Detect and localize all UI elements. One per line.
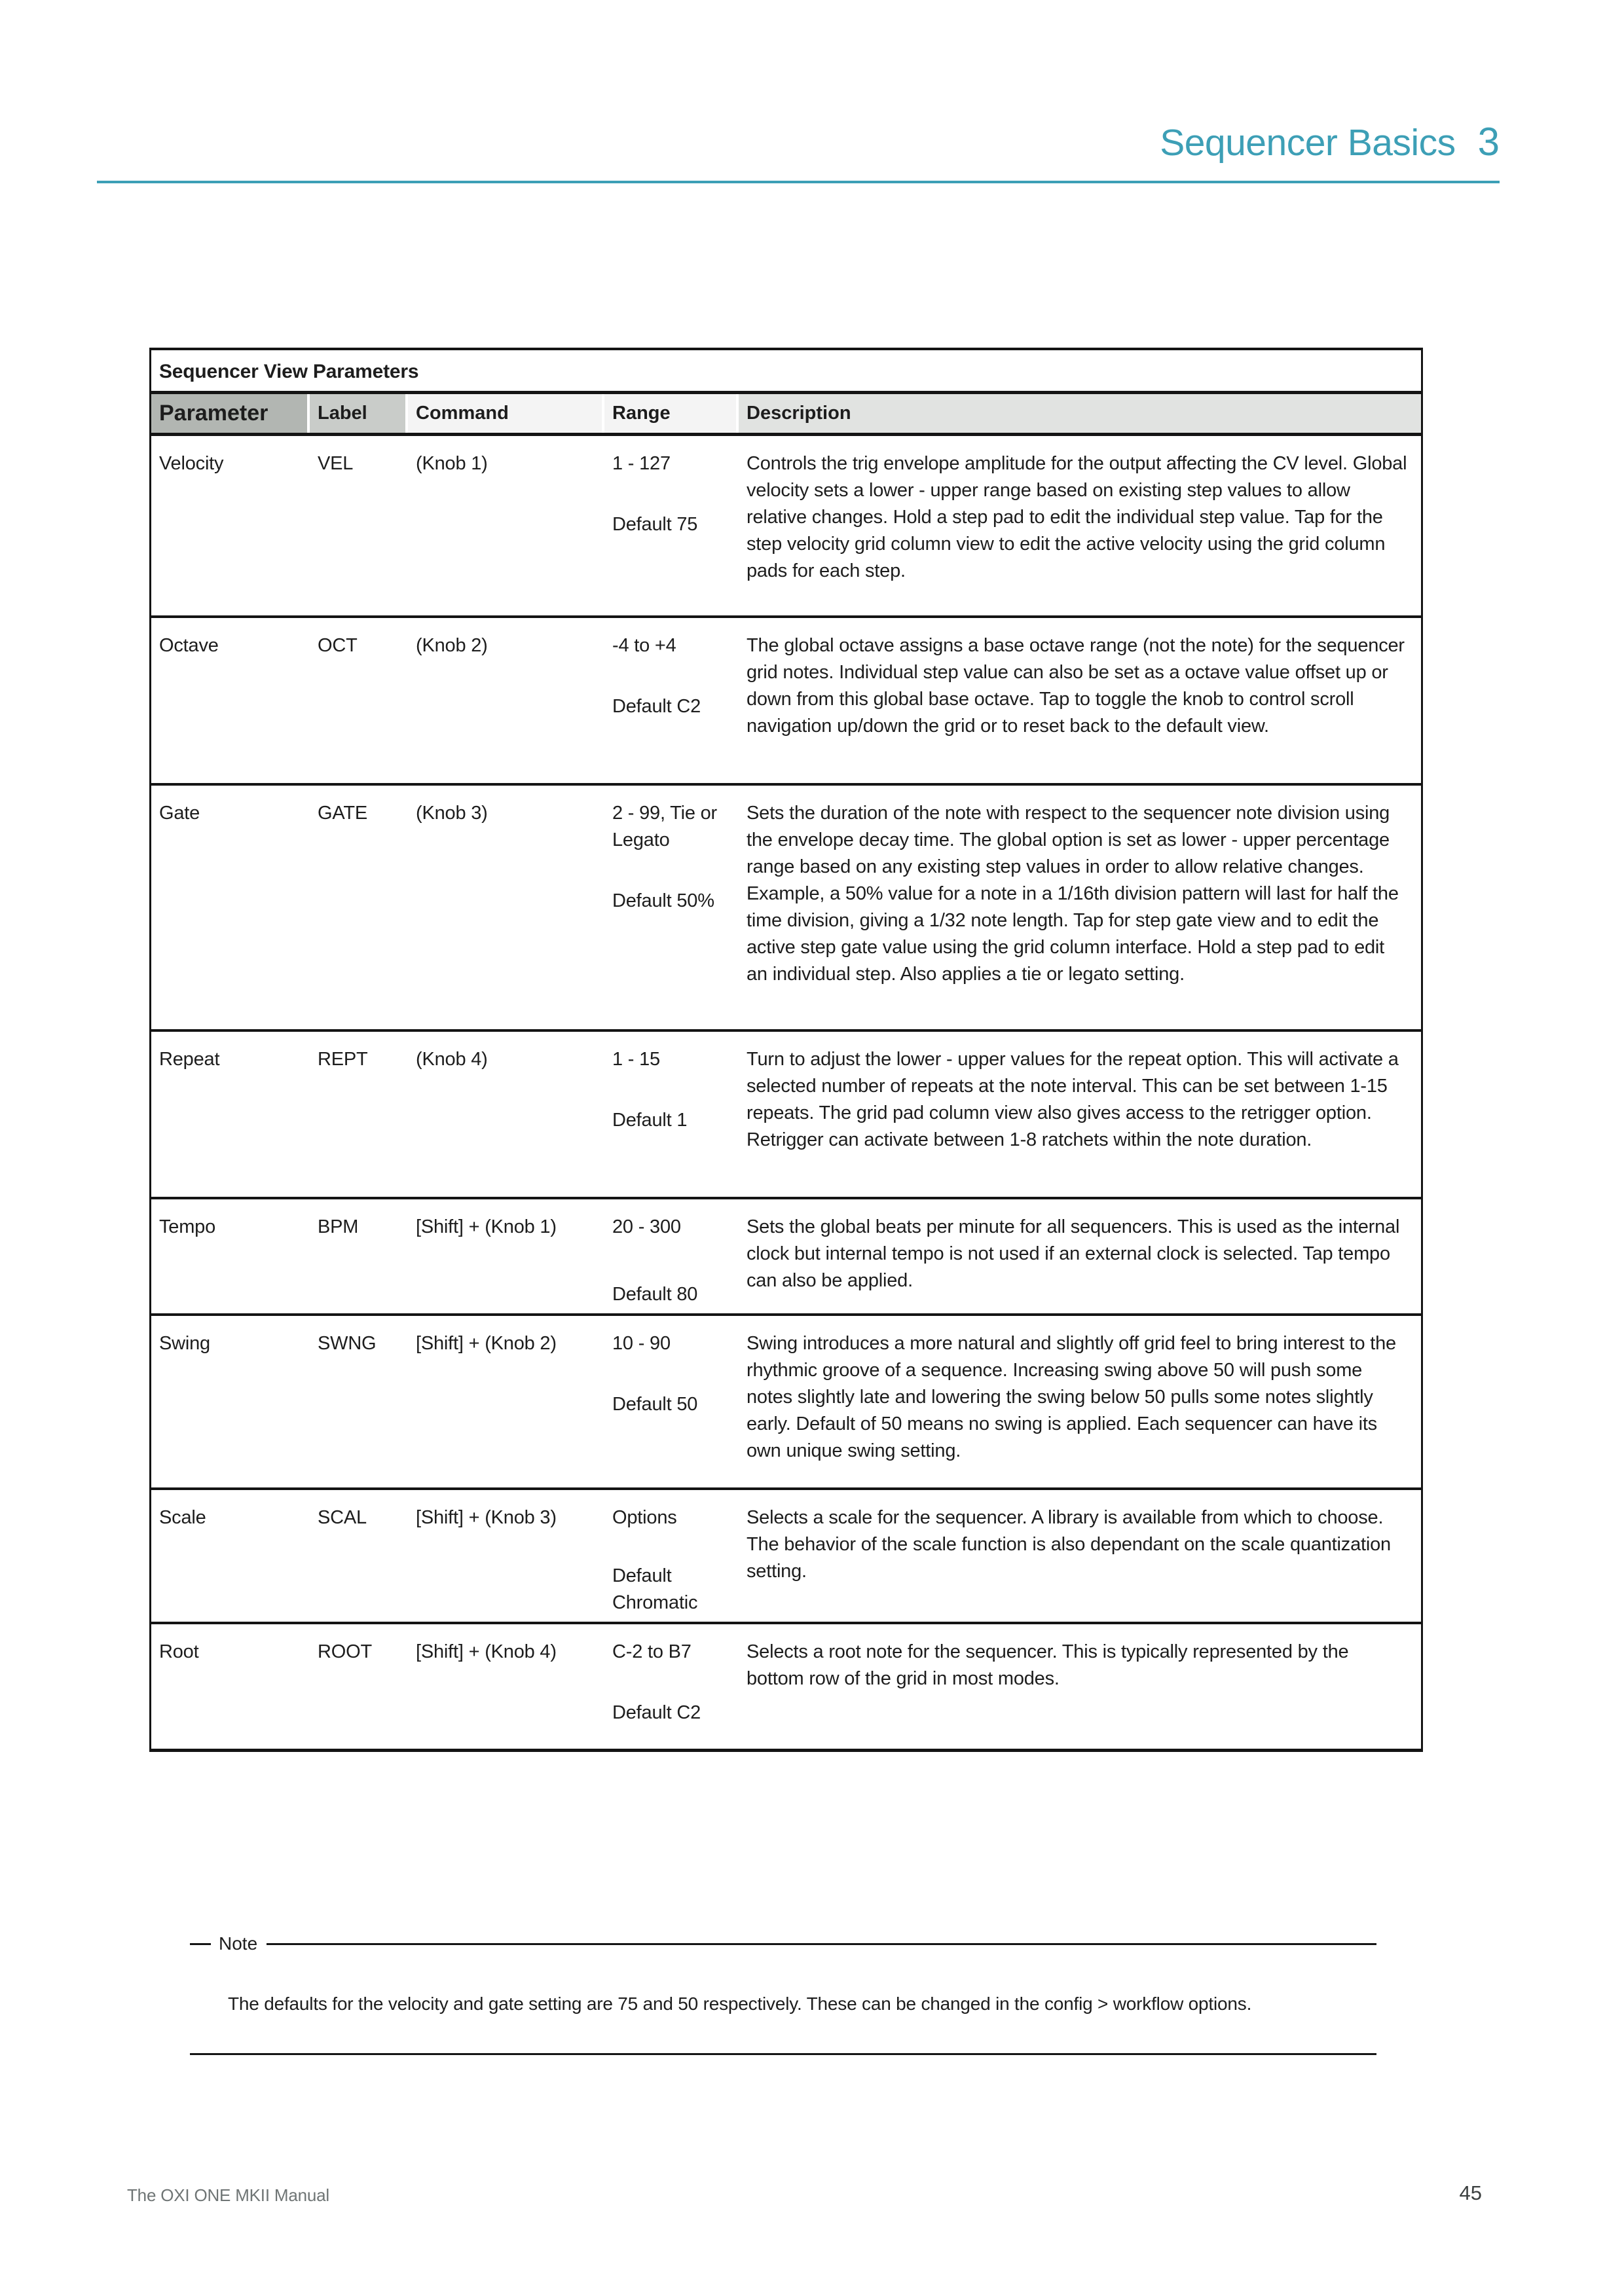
chapter-number: 3 <box>1477 120 1500 164</box>
range-value: Options <box>612 1507 677 1528</box>
parameter-cell: Repeat <box>159 1049 220 1070</box>
command-cell: (Knob 3) <box>416 803 488 824</box>
range-default: Default 50% <box>612 890 714 911</box>
note-dash-line <box>190 1943 211 1945</box>
parameter-cell: Octave <box>159 635 219 656</box>
note-bottom-line <box>190 2053 1376 2055</box>
label-cell: SWNG <box>318 1333 377 1354</box>
command-cell: (Knob 4) <box>416 1049 488 1070</box>
table-header-row <box>151 394 1421 436</box>
command-cell: [Shift] + (Knob 2) <box>416 1333 557 1354</box>
range-cell <box>604 1490 739 1622</box>
range-cell <box>604 1624 739 1749</box>
label-cell: ROOT <box>318 1641 372 1662</box>
description-cell: Selects a scale for the sequencer. A library is available from which to choose. The behavior of the scale function is also dependant on the scale quantization setting. <box>747 1507 1391 1582</box>
column-header-description: Description <box>739 394 1421 433</box>
chapter-heading <box>1160 119 1500 164</box>
range-default: Default 50 <box>612 1394 698 1415</box>
table-body <box>151 436 1421 1749</box>
note-text: The defaults for the velocity and gate setting are 75 and 50 respectively. These can be changed in the config > workflow options. <box>228 1994 1252 2014</box>
table-row-scale <box>151 1490 1421 1624</box>
label-cell: REPT <box>318 1049 368 1070</box>
range-value: 1 - 127 <box>612 453 671 474</box>
label-cell: SCAL <box>318 1507 367 1528</box>
range-default: Default 1 <box>612 1110 688 1131</box>
table-row-root <box>151 1624 1421 1749</box>
command-cell: (Knob 2) <box>416 635 488 656</box>
label-cell: VEL <box>318 453 354 474</box>
sequencer-parameters-table <box>149 348 1423 1752</box>
command-cell: [Shift] + (Knob 3) <box>416 1507 557 1528</box>
description-cell: The global octave assigns a base octave range (not the note) for the sequencer grid notes. Individual step value can also be set as a octave value offset up or down from this global base octave. Tap to toggle the knob to control scroll navigation up/down the grid or to reset back to the default view. <box>747 635 1405 737</box>
table-row-velocity <box>151 436 1421 618</box>
range-value: -4 to +4 <box>612 635 676 656</box>
table-row-gate <box>151 786 1421 1032</box>
range-cell <box>604 436 739 615</box>
parameter-cell: Velocity <box>159 453 224 474</box>
chapter-title: Sequencer Basics <box>1160 122 1456 164</box>
range-value: 2 - 99, Tie or Legato <box>612 803 717 850</box>
table-row-tempo <box>151 1199 1421 1316</box>
range-value: 10 - 90 <box>612 1333 671 1354</box>
range-cell <box>604 1199 739 1313</box>
range-default: Default 75 <box>612 514 698 535</box>
command-cell: [Shift] + (Knob 4) <box>416 1641 557 1662</box>
label-cell: OCT <box>318 635 358 656</box>
column-header-parameter: Parameter <box>151 394 310 433</box>
parameter-cell: Scale <box>159 1507 206 1528</box>
footer-manual-name: The OXI ONE MKII Manual <box>127 2185 329 2205</box>
command-cell: (Knob 1) <box>416 453 488 474</box>
range-cell <box>604 1032 739 1197</box>
footer-page-number: 45 <box>1459 2181 1482 2204</box>
range-value: C-2 to B7 <box>612 1641 692 1662</box>
description-cell: Selects a root note for the sequencer. This is typically represented by the bottom row of the grid in most modes. <box>747 1641 1349 1689</box>
range-cell <box>604 1316 739 1487</box>
description-cell: Controls the trig envelope amplitude for the output affecting the CV level. Global velocity sets a lower - upper range based on existing step values to allow relative changes. Hold a step pad to edit the individual step value. Tap for the step velocity grid column view to edit the active velocity using the grid column pads for each step. <box>747 453 1407 581</box>
parameter-cell: Swing <box>159 1333 210 1354</box>
range-cell <box>604 786 739 1029</box>
column-header-label: Label <box>310 394 408 433</box>
column-header-range: Range <box>604 394 739 433</box>
note-rule-line <box>267 1943 1376 1945</box>
column-header-command: Command <box>408 394 604 433</box>
note-label: Note <box>219 1933 258 1954</box>
description-cell: Sets the global beats per minute for all sequencers. This is used as the internal clock but internal tempo is not used if an external clock is selected. Tap tempo can also be applied. <box>747 1216 1400 1291</box>
description-cell: Sets the duration of the note with respect to the sequencer note division using the envelope decay time. The global option is set as lower - upper percentage range based on any existing step values in order to allow relative changes. Example, a 50% value for a note in a 1/16th division pattern will last for half the time division, giving a 1/32 note length. Tap for step gate view and to edit the active step gate value using the grid column interface. Hold a step pad to edit an individual step. Also applies a tie or legato setting. <box>747 803 1399 985</box>
label-cell: GATE <box>318 803 368 824</box>
label-cell: BPM <box>318 1216 359 1237</box>
range-default: Default C2 <box>612 1702 701 1723</box>
parameter-cell: Tempo <box>159 1216 216 1237</box>
range-default: Default Chromatic <box>612 1565 698 1613</box>
range-default: Default 80 <box>612 1284 698 1305</box>
table-row-repeat <box>151 1032 1421 1199</box>
table-row-octave <box>151 618 1421 786</box>
description-cell: Turn to adjust the lower - upper values for the repeat option. This will activate a selected number of repeats at the note interval. This can be set between 1-15 repeats. The grid pad column view also gives access to the retrigger option. Retrigger can activate between 1-8 ratchets within the note duration. <box>747 1049 1399 1150</box>
chapter-rule-line <box>97 181 1500 183</box>
command-cell: [Shift] + (Knob 1) <box>416 1216 557 1237</box>
range-default: Default C2 <box>612 696 701 717</box>
range-value: 20 - 300 <box>612 1216 681 1237</box>
note-block <box>190 1933 1376 2055</box>
parameter-cell: Gate <box>159 803 200 824</box>
note-header <box>190 1933 1376 1955</box>
table-title: Sequencer View Parameters <box>151 350 1421 394</box>
parameter-cell: Root <box>159 1641 199 1662</box>
range-value: 1 - 15 <box>612 1049 660 1070</box>
table-row-swing <box>151 1316 1421 1490</box>
range-cell <box>604 618 739 783</box>
description-cell: Swing introduces a more natural and slightly off grid feel to bring interest to the rhythmic groove of a sequence. Increasing swing above 50 will push some notes slightly late and lowering the swing below 50 pulls some notes slightly early. Default of 50 means no swing is applied. Each sequencer can have its own unique swing setting. <box>747 1333 1396 1461</box>
